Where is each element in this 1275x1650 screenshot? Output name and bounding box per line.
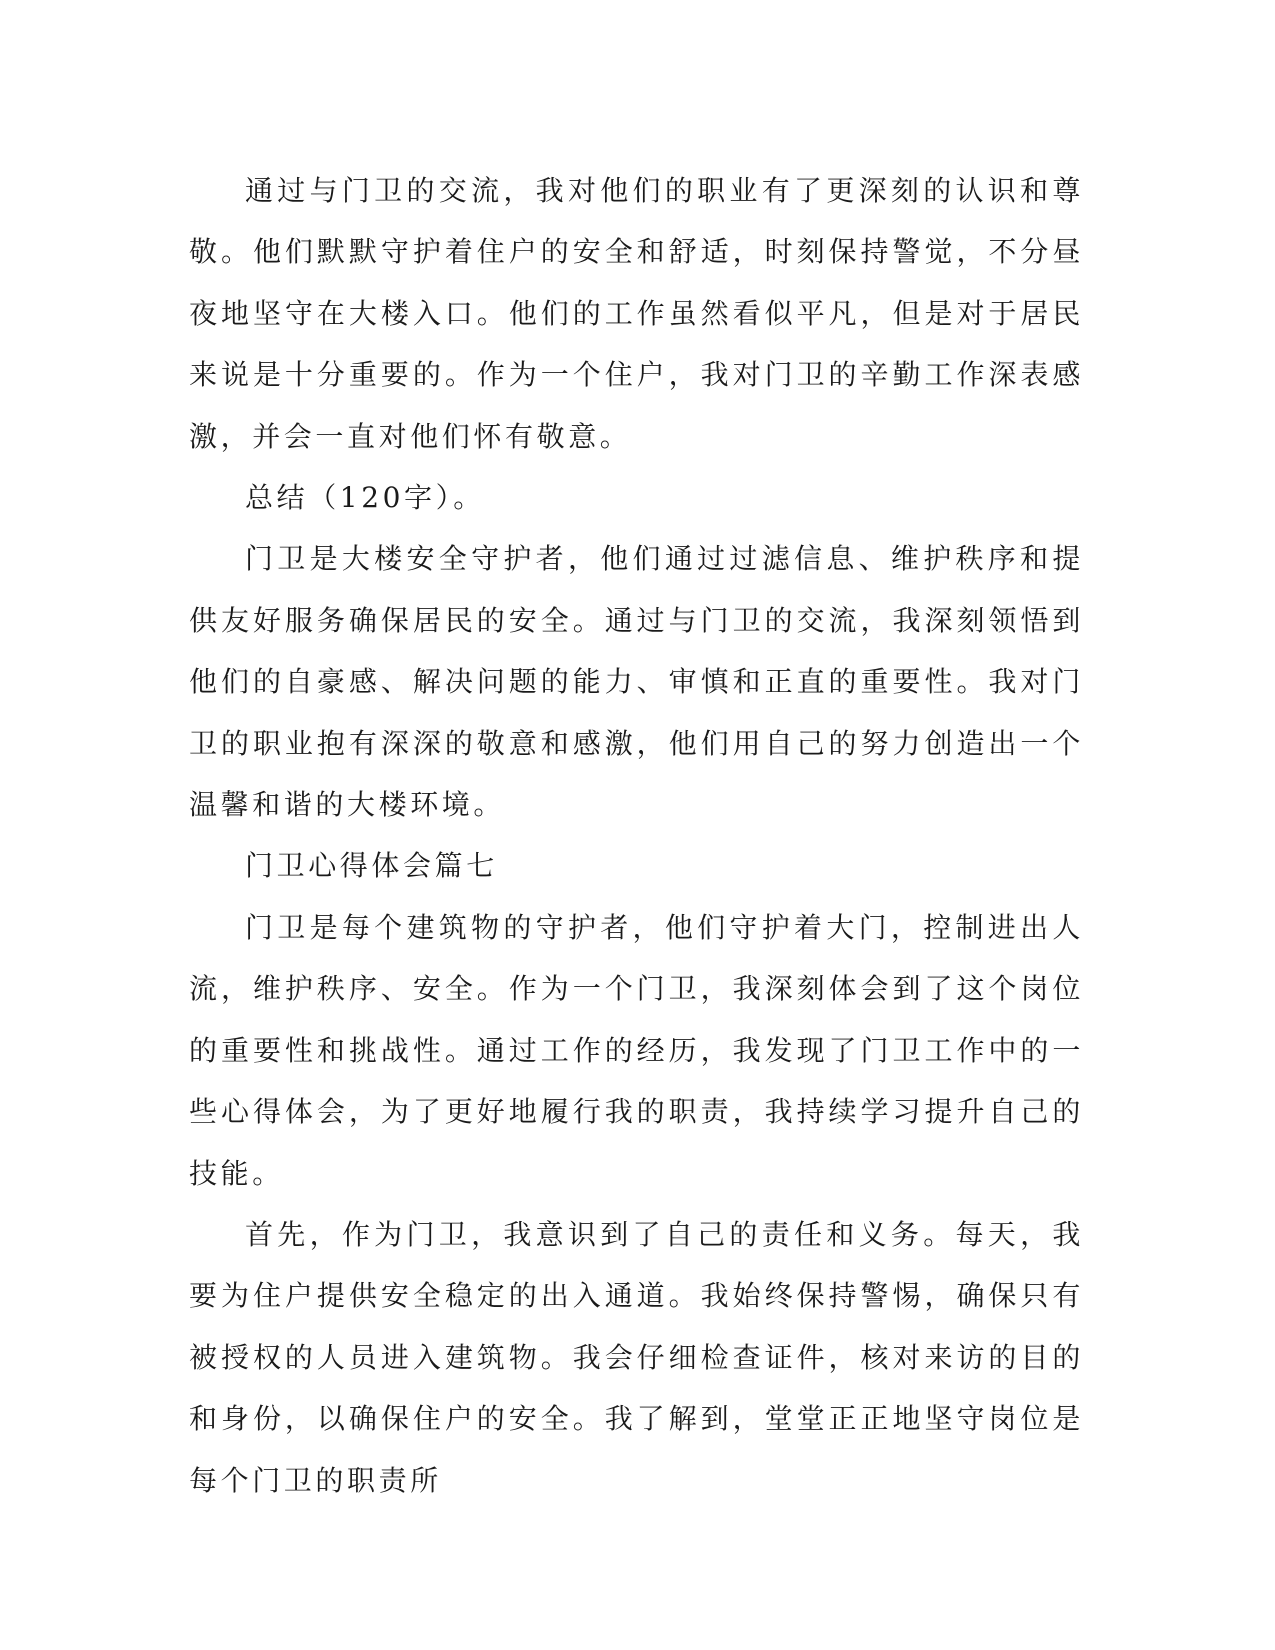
paragraph-gratitude: 通过与门卫的交流，我对他们的职业有了更深刻的认识和尊敬。他们默默守护着住户的安全和舒适，时刻保持警觉，不分昼夜地坚守在大楼入口。他们的工作虽然看似平凡，但是对于居民来说是十分重要的。作为一个住户，我对门卫的辛勤工作深表感激，并会一直对他们怀有敬意。 — [189, 174, 1084, 453]
paragraph-intro-seven: 门卫是每个建筑物的守护者，他们守护着大门，控制进出人流，维护秩序、安全。作为一个门卫，我深刻体会到了这个岗位的重要性和挑战性。通过工作的经历，我发现了门卫工作中的一些心得体会，为了更好地履行我的职责，我持续学习提升自己的技能。 — [189, 910, 1084, 1190]
summary-heading: 总结（120字）。 — [245, 481, 485, 515]
section-heading-seven: 门卫心得体会篇七 — [245, 849, 498, 883]
paragraph-summary: 门卫是大楼安全守护者，他们通过过滤信息、维护秩序和提供友好服务确保居民的安全。通过与门卫的交流，我深刻领悟到他们的自豪感、解决问题的能力、审慎和正直的重要性。我对门卫的职业抱有深深的敬意和感激，他们用自己的努力创造出一个温馨和谐的大楼环境。 — [189, 542, 1084, 822]
document-body — [189, 160, 1084, 1511]
paragraph-first-point: 首先，作为门卫，我意识到了自己的责任和义务。每天，我要为住户提供安全稳定的出入通道。我始终保持警惕，确保只有被授权的人员进入建筑物。我会仔细检查证件，核对来访的目的和身份，以确保住户的安全。我了解到，堂堂正正地坚守岗位是每个门卫的职责所 — [189, 1217, 1084, 1497]
